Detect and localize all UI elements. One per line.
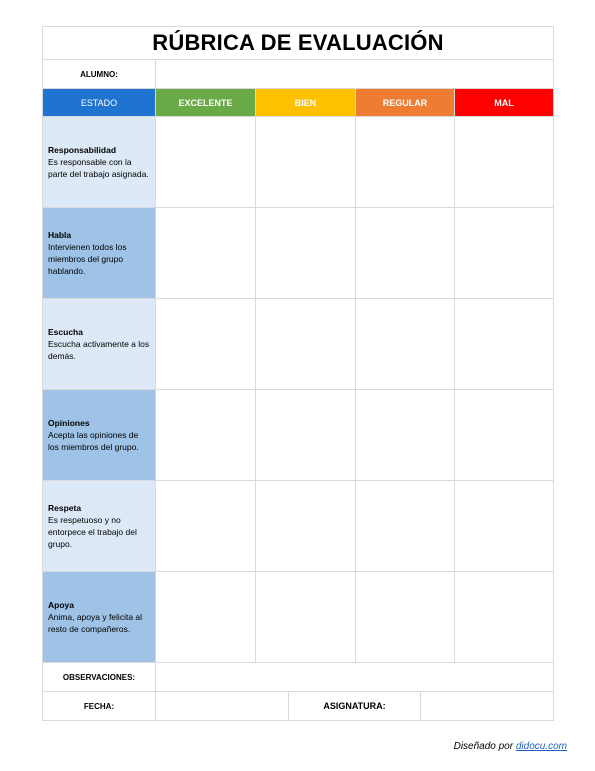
score-cell-regular[interactable] [356,481,455,572]
criterion-name: Escucha [48,327,83,337]
criterion-desc: Anima, apoya y felicita al resto de compañeros. [48,612,143,634]
score-cell-excelente[interactable] [156,299,256,390]
score-cell-mal[interactable] [455,299,554,390]
score-cell-mal[interactable] [455,390,554,481]
criterion-row [43,572,554,663]
score-cell-mal[interactable] [455,572,554,663]
score-cell-bien[interactable] [256,481,356,572]
fecha-asignatura-table [42,691,554,721]
criterion-row [43,481,554,572]
footer-prefix: Diseñado por [453,741,516,752]
score-cell-bien[interactable] [256,117,356,208]
alumno-label: ALUMNO: [43,60,156,89]
criterion-row [43,208,554,299]
criterion-cell [43,572,156,663]
header-excelente: EXCELENTE [156,89,256,117]
criterion-row [43,117,554,208]
rubric-sheet [42,26,553,721]
criterion-row [43,299,554,390]
criterion-name: Apoya [48,600,74,610]
score-cell-excelente[interactable] [156,390,256,481]
asignatura-field[interactable] [421,692,554,721]
score-cell-regular[interactable] [356,208,455,299]
fecha-label: FECHA: [43,692,156,721]
criterion-name: Responsabilidad [48,145,117,155]
score-cell-regular[interactable] [356,572,455,663]
score-cell-mal[interactable] [455,481,554,572]
footer-credit [454,741,567,752]
score-cell-regular[interactable] [356,390,455,481]
header-mal: MAL [455,89,554,117]
score-cell-excelente[interactable] [156,208,256,299]
criterion-cell [43,117,156,208]
score-cell-excelente[interactable] [156,572,256,663]
rubric-table [42,26,554,692]
score-cell-mal[interactable] [455,117,554,208]
criterion-name: Opiniones [48,418,90,428]
criterion-desc: Intervienen todos los miembros del grupo hablando. [48,242,127,276]
observaciones-field[interactable] [156,663,554,692]
page-title: RÚBRICA DE EVALUACIÓN [43,27,554,60]
criterion-desc: Escucha activamente a los demás. [48,339,150,361]
header-bien: BIEN [256,89,356,117]
criterion-cell [43,208,156,299]
header-regular: REGULAR [356,89,455,117]
criterion-desc: Es responsable con la parte del trabajo asignada. [48,157,149,179]
criterion-desc: Es respetuoso y no entorpece el trabajo del grupo. [48,515,137,549]
criterion-cell [43,481,156,572]
score-cell-bien[interactable] [256,208,356,299]
fecha-field[interactable] [156,692,289,721]
footer-link[interactable]: didocu.com [515,741,567,752]
criterion-cell [43,390,156,481]
score-cell-regular[interactable] [356,117,455,208]
header-estado: ESTADO [43,89,156,117]
criterion-name: Habla [48,230,72,240]
score-cell-bien[interactable] [256,572,356,663]
observaciones-label: OBSERVACIONES: [43,663,156,692]
score-cell-excelente[interactable] [156,481,256,572]
score-cell-mal[interactable] [455,208,554,299]
criterion-row [43,390,554,481]
criterion-cell [43,299,156,390]
score-cell-bien[interactable] [256,390,356,481]
criterion-desc: Acepta las opiniones de los miembros del grupo. [48,430,139,452]
score-cell-excelente[interactable] [156,117,256,208]
asignatura-label: ASIGNATURA: [289,692,421,721]
criterion-name: Respeta [48,503,82,513]
score-cell-bien[interactable] [256,299,356,390]
alumno-field[interactable] [156,60,554,89]
score-cell-regular[interactable] [356,299,455,390]
